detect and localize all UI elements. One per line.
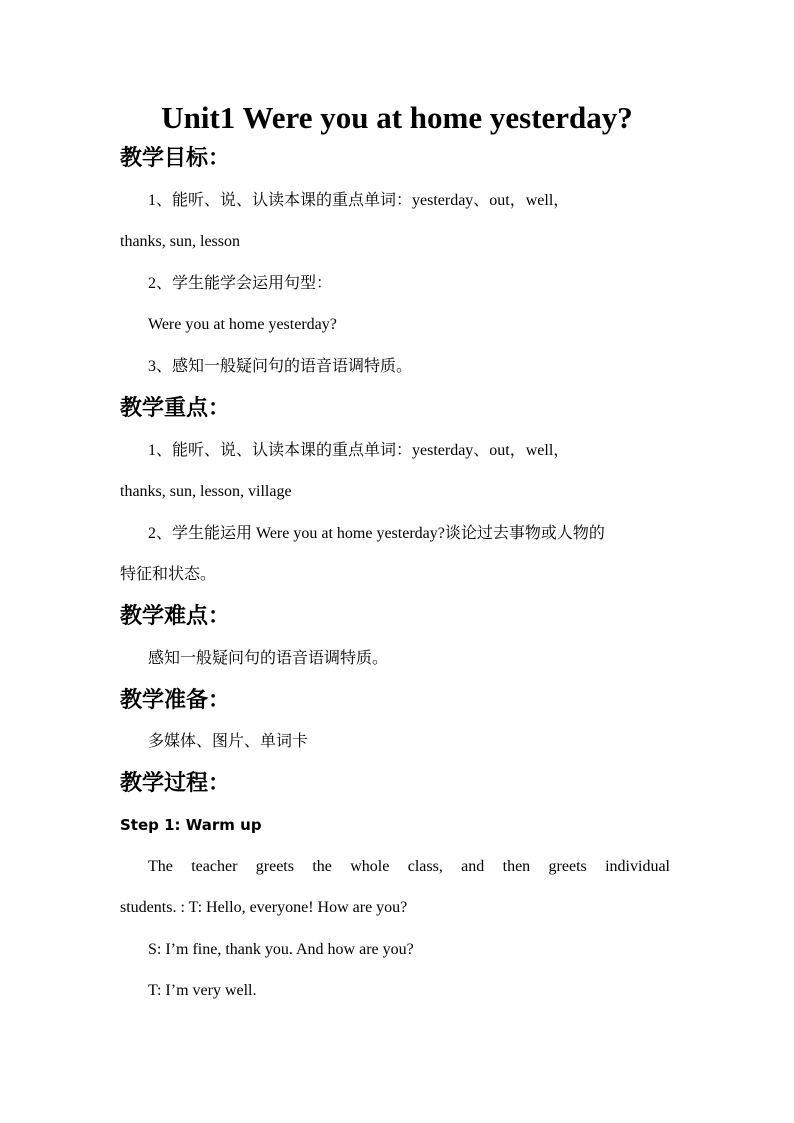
- objectives-item-1-line-2: thanks, sun, lesson: [120, 233, 240, 250]
- key-points-item-2-line-2: 特征和状态。: [120, 566, 217, 583]
- objectives-sentence-pattern: Were you at home yesterday?: [148, 316, 337, 333]
- dialogue-teacher-line: T: I’m very well.: [148, 982, 257, 999]
- objectives-item-3: 3、感知一般疑问句的语音语调特质。: [148, 358, 413, 375]
- dialogue-student-line: S: I’m fine, thank you. And how are you?: [148, 941, 414, 958]
- process-paragraph-1-line-1: The teacher greets the whole class, and then greets individual: [148, 858, 670, 875]
- difficulties-heading: 教学难点：: [120, 604, 231, 629]
- objectives-heading: 教学目标：: [120, 146, 231, 171]
- objectives-item-1-line-1: 1、能听、说、认读本课的重点单词：yesterday、out，well，: [148, 192, 570, 209]
- process-heading: 教学过程：: [120, 771, 231, 796]
- difficulties-text: 感知一般疑问句的语音语调特质。: [148, 650, 389, 667]
- process-paragraph-1-line-2: students. : T: Hello, everyone! How are you?: [120, 899, 408, 916]
- key-points-item-2-line-1: 2、学生能运用 Were you at home yesterday?谈论过去事物或人物的: [148, 525, 605, 542]
- preparation-text: 多媒体、图片、单词卡: [148, 733, 309, 750]
- key-points-item-1-line-1: 1、能听、说、认读本课的重点单词：yesterday、out，well，: [148, 442, 570, 459]
- step-1-heading: Step 1: Warm up: [120, 816, 262, 834]
- preparation-heading: 教学准备：: [120, 688, 231, 713]
- document-title: Unit1 Were you at home yesterday?: [161, 100, 633, 135]
- objectives-item-2: 2、学生能学会运用句型：: [148, 275, 333, 292]
- key-points-item-1-line-2: thanks, sun, lesson, village: [120, 483, 292, 500]
- key-points-heading: 教学重点：: [120, 396, 231, 421]
